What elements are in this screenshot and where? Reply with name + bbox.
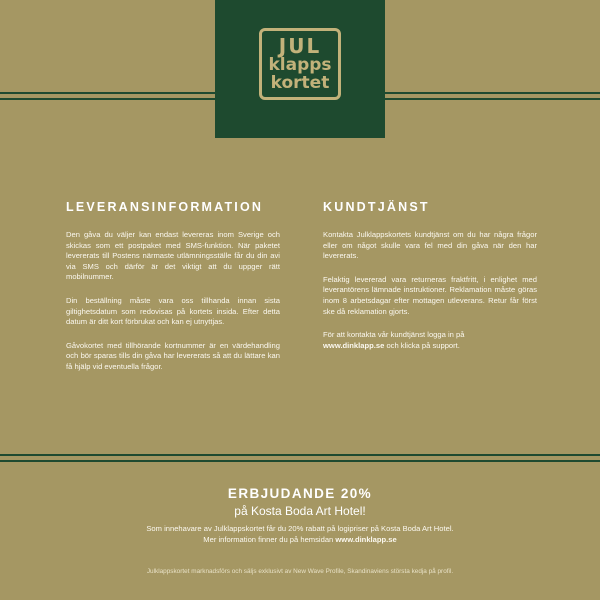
- footer-text: Julklappskortet marknadsförs och säljs exklusivt av New Wave Profile, Skandinaviens största kedja på profil.: [146, 568, 454, 575]
- customer-service-section: [323, 200, 537, 364]
- service-contact-suffix: och klicka på support.: [384, 340, 460, 350]
- offer-text-line-1: Som innehavare av Julklappskortet får du 20% rabatt på logipriser på Kosta Boda Art Hotel.: [146, 524, 454, 533]
- offer-section: [0, 486, 600, 545]
- offer-more-info-text: Mer information finner du på hemsidan: [203, 534, 336, 544]
- dinklapp-link[interactable]: www.dinklapp.se: [323, 340, 385, 350]
- service-contact-text: För att kontakta vår kundtjänst logga in på: [323, 330, 465, 340]
- logo-panel: [215, 0, 385, 138]
- bottom-rule-1: [0, 454, 600, 456]
- delivery-paragraph-3: Gåvokortet med tillhörande kortnummer är en värdehandling och bör sparas tills din gåva har levererats så att du lättare kan få hjälp vid eventuella frågor.: [66, 340, 280, 371]
- service-paragraph-2: Felaktig levererad vara returneras fraktfritt, i enlighet med leverantörens lämnade instruktioner. Reklamation måste göras inom 8 arbetsdagar efter mottagen utleverans. Retur får först ske då reklamation gjorts.: [323, 274, 537, 316]
- service-paragraph-1: Kontakta Julklappskortets kundtjänst om du har några frågor eller om något skulle vara fel med din gåva när den har levererats.: [323, 230, 537, 261]
- offer-dinklapp-link[interactable]: www.dinklapp.se: [335, 534, 397, 544]
- julklappskortet-logo: [259, 28, 341, 100]
- bottom-rule-2: [0, 460, 600, 462]
- logo-line-1: JUL: [278, 34, 322, 58]
- offer-text-line-2: [0, 535, 600, 546]
- customer-service-heading: KUNDTJÄNST: [323, 200, 430, 214]
- offer-heading: ERBJUDANDE 20%: [227, 486, 373, 501]
- service-paragraph-3: [323, 330, 537, 351]
- delivery-info-heading: LEVERANSINFORMATION: [66, 200, 264, 214]
- offer-subheading: på Kosta Boda Art Hotel!: [234, 504, 366, 518]
- delivery-paragraph-1: Den gåva du väljer kan endast levereras inom Sverige och skickas som ett postpaket med SMS-funktion. När paketet levererats till Postens närmaste utlämningsställe får du din avi via SMS och därför är det viktigt att du uppger rätt mobilnummer.: [66, 230, 280, 282]
- logo-line-3: kortet: [270, 73, 330, 93]
- delivery-info-section: [66, 200, 280, 386]
- logo-line-2: klapps: [268, 55, 332, 75]
- delivery-paragraph-2: Din beställning måste vara oss tillhanda innan sista giltighetsdatum som redovisas på kortets insida. Efter detta datum är ditt kort förbrukat och kan ej utnyttjas.: [66, 295, 280, 327]
